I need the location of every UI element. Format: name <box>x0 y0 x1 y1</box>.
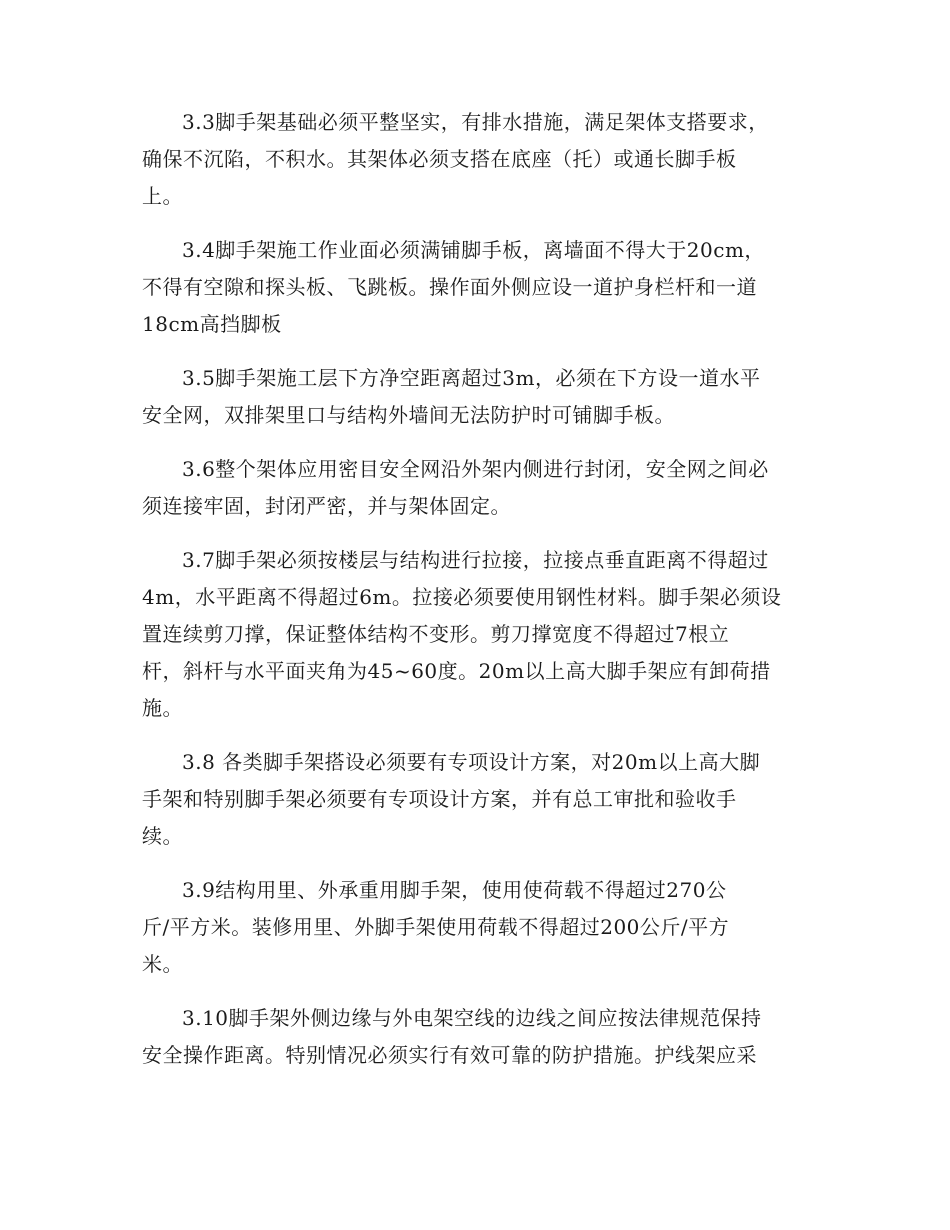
text-line: 3.9结构用里、外承重用脚手架，使用使荷载不得超过270公 <box>182 878 727 902</box>
text-line: 手架和特别脚手架必须要有专项设计方案，并有总工审批和验收手 <box>142 787 737 811</box>
paragraph-3-5 <box>142 360 810 434</box>
paragraph-3-6 <box>142 451 810 525</box>
text-line: 3.3脚手架基础必须平整坚实，有排水措施，满足架体支搭要求， <box>182 110 769 134</box>
text-line: 3.4脚手架施工作业面必须满铺脚手板，离墙面不得大于20cm， <box>182 238 765 262</box>
text-line: 3.6整个架体应用密目安全网沿外架内侧进行封闭，安全网之间必 <box>182 457 769 481</box>
text-line: 斤/平方米。装修用里、外脚手架使用荷载不得超过200公斤/平方 <box>142 915 730 939</box>
text-line: 上。 <box>142 184 183 208</box>
paragraph-3-8 <box>142 744 810 855</box>
text-line: 4m，水平距离不得超过6m。拉接必须要使用钢性材料。脚手架必须设 <box>142 585 782 609</box>
text-line: 确保不沉陷，不积水。其架体必须支搭在底座（托）或通长脚手板 <box>142 147 737 171</box>
text-line: 杆，斜杆与水平面夹角为45~60度。20m以上高大脚手架应有卸荷措 <box>142 659 771 683</box>
document-body <box>142 104 810 1091</box>
text-line: 续。 <box>142 824 183 848</box>
text-line: 米。 <box>142 952 183 976</box>
paragraph-3-10 <box>142 1000 810 1074</box>
text-line: 须连接牢固，封闭严密，并与架体固定。 <box>142 494 511 518</box>
text-line: 3.5脚手架施工层下方净空距离超过3m，必须在下方设一道水平 <box>182 366 761 390</box>
paragraph-3-3 <box>142 104 810 215</box>
paragraph-3-7 <box>142 542 810 727</box>
paragraph-3-4 <box>142 232 810 343</box>
text-line: 置连续剪刀撑，保证整体结构不变形。剪刀撑宽度不得超过7根立 <box>142 622 730 646</box>
text-line: 安全操作距离。特别情况必须实行有效可靠的防护措施。护线架应采 <box>142 1043 757 1067</box>
text-line: 3.8 各类脚手架搭设必须要有专项设计方案，对20m以上高大脚 <box>182 750 761 774</box>
text-line: 不得有空隙和探头板、飞跳板。操作面外侧应设一道护身栏杆和一道 <box>142 275 757 299</box>
text-line: 安全网，双排架里口与结构外墙间无法防护时可铺脚手板。 <box>142 403 675 427</box>
paragraph-3-9 <box>142 872 810 983</box>
text-line: 施。 <box>142 696 183 720</box>
text-line: 3.10脚手架外侧边缘与外电架空线的边线之间应按法律规范保持 <box>182 1006 762 1030</box>
text-line: 3.7脚手架必须按楼层与结构进行拉接，拉接点垂直距离不得超过 <box>182 548 769 572</box>
text-line: 18cm高挡脚板 <box>142 312 282 336</box>
